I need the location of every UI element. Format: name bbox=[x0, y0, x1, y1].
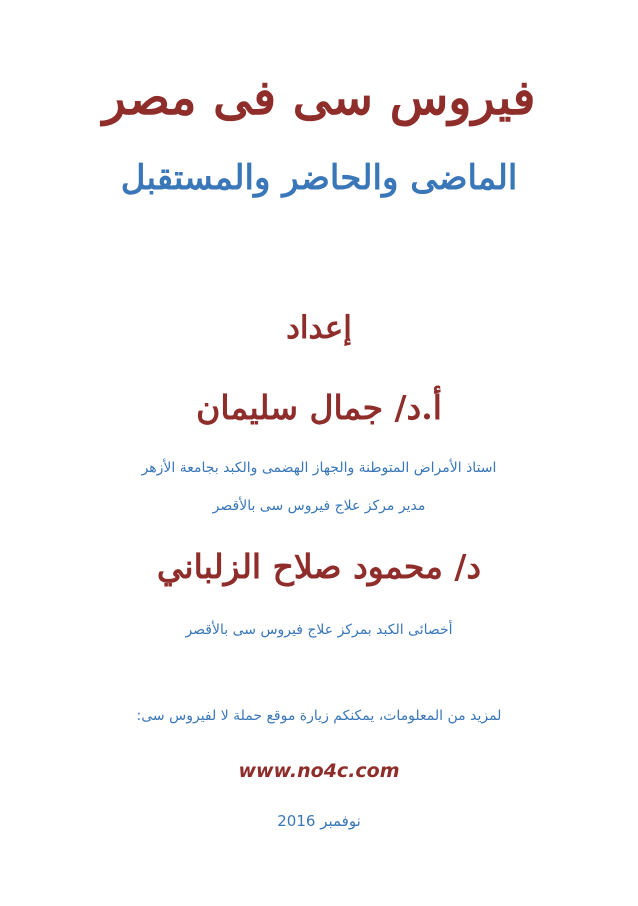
author1-name: أ.د/ جمال سليمان bbox=[196, 388, 442, 427]
author2-role: أخصائى الكبد بمركز علاج فيروس سى بالأقصر bbox=[185, 622, 453, 638]
prepared-by-label: إعداد bbox=[286, 310, 352, 346]
author2-name: د/ محمود صلاح الزلباني bbox=[156, 547, 482, 586]
info-text: لمزيد من المعلومات، يمكنكم زيارة موقع حملة لا لفيروس سى: bbox=[136, 708, 502, 724]
document-subtitle: الماضى والحاضر والمستقبل bbox=[120, 158, 518, 198]
website-link[interactable]: www.no4c.com bbox=[238, 760, 400, 782]
author1-role-line2: مدير مركز علاج فيروس سى بالأقصر bbox=[212, 498, 426, 514]
author1-role-line1: استاذ الأمراض المتوطنة والجهاز الهضمى والكبد بجامعة الأزهر bbox=[141, 460, 497, 476]
publication-date: نوفمبر 2016 bbox=[277, 812, 361, 830]
document-title: فيروس سى فى مصر bbox=[102, 70, 536, 126]
